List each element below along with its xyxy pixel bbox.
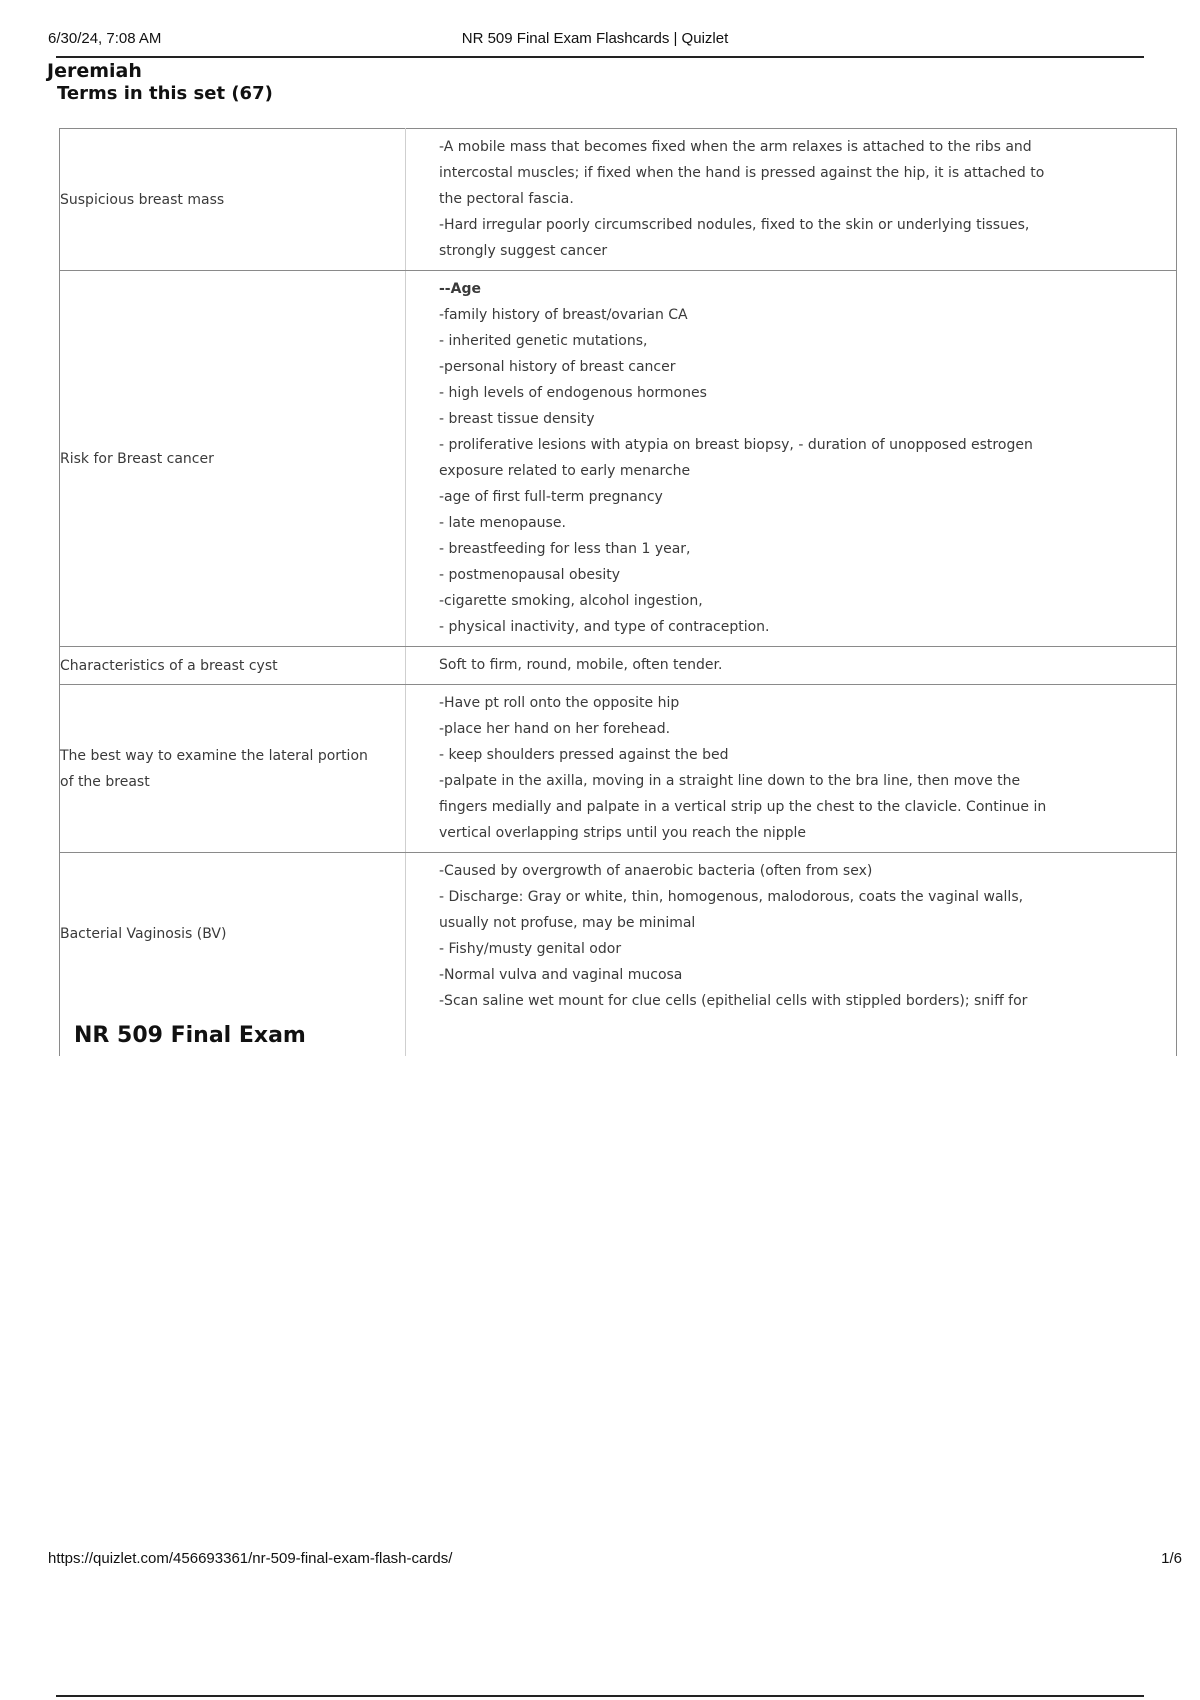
definition-cell <box>406 685 1177 853</box>
definition-line: intercostal muscles; if fixed when the hand is pressed against the hip, it is attached to <box>439 165 1045 181</box>
definition-line: - physical inactivity, and type of contraception. <box>439 619 770 635</box>
terms-table <box>59 128 1177 1056</box>
definition-cell <box>406 853 1177 1015</box>
term-text: Bacterial Vaginosis (BV) <box>60 925 227 942</box>
definition-line: - proliferative lesions with atypia on breast biopsy, - duration of unopposed estrogen <box>439 437 1033 453</box>
definition-line: -Caused by overgrowth of anaerobic bacteria (often from sex) <box>439 863 873 879</box>
definition-line: - postmenopausal obesity <box>439 567 621 583</box>
definition-line: -personal history of breast cancer <box>439 359 676 375</box>
definition-cell <box>406 271 1177 647</box>
definition-line: fingers medially and palpate in a vertical strip up the chest to the clavicle. Continue in <box>439 799 1047 815</box>
definition-line: -cigarette smoking, alcohol ingestion, <box>439 593 703 609</box>
term-text: Risk for Breast cancer <box>60 450 214 467</box>
term-text: Suspicious breast mass <box>60 191 225 208</box>
print-document-title: NR 509 Final Exam Flashcards | Quizlet <box>461 30 729 47</box>
definition-line: - high levels of endogenous hormones <box>439 385 707 401</box>
term-cell <box>60 685 406 853</box>
table-row <box>60 271 1177 647</box>
term-cell <box>60 647 406 685</box>
set-title: NR 509 Final Exam <box>74 1023 312 1048</box>
definition-line: exposure related to early menarche <box>439 463 691 479</box>
print-header <box>48 30 1142 52</box>
author-name[interactable]: Jeremiah <box>47 60 142 82</box>
definition-line: -Hard irregular poorly circumscribed nodules, fixed to the skin or underlying tissues, <box>439 217 1030 233</box>
print-url[interactable]: https://quizlet.com/456693361/nr-509-final-exam-flash-cards/ <box>48 1550 453 1567</box>
definition-line: - keep shoulders pressed against the bed <box>439 747 729 763</box>
definition-line: -age of first full-term pregnancy <box>439 489 663 505</box>
definition-line: - late menopause. <box>439 515 566 531</box>
definition-line: - inherited genetic mutations, <box>439 333 648 349</box>
definition-line: usually not profuse, may be minimal <box>439 915 696 931</box>
definition-line: -family history of breast/ovarian CA <box>439 307 688 323</box>
header-divider <box>56 56 1144 58</box>
table-row <box>60 685 1177 853</box>
definition-line: - Fishy/musty genital odor <box>439 941 622 957</box>
term-cell <box>60 129 406 271</box>
definition-cell <box>406 647 1177 685</box>
definition-line: Soft to firm, round, mobile, often tender. <box>439 657 723 673</box>
definition-line: - breast tissue density <box>439 411 595 427</box>
term-text-line: of the breast <box>60 773 150 790</box>
table-row <box>60 853 1177 1015</box>
definition-cell <box>406 129 1177 271</box>
definition-line: vertical overlapping strips until you reach the nipple <box>439 825 807 841</box>
definition-cell-continuation <box>406 1014 1177 1056</box>
print-date: 6/30/24, 7:08 AM <box>48 30 162 47</box>
term-cell <box>60 271 406 647</box>
definition-line: -place her hand on her forehead. <box>439 721 671 737</box>
definition-line: -Scan saline wet mount for clue cells (epithelial cells with stippled borders); sniff for <box>439 993 1028 1009</box>
definition-line: -Have pt roll onto the opposite hip <box>439 695 680 711</box>
table-row <box>60 647 1177 685</box>
definition-line: - breastfeeding for less than 1 year, <box>439 541 691 557</box>
definition-line: the pectoral fascia. <box>439 191 574 207</box>
definition-line: strongly suggest cancer <box>439 243 608 259</box>
definition-line: -palpate in the axilla, moving in a straight line down to the bra line, then move the <box>439 773 1021 789</box>
definition-line: -Normal vulva and vaginal mucosa <box>439 967 683 983</box>
term-cell <box>60 853 406 1015</box>
footer-divider <box>56 1695 1144 1697</box>
term-text-line: The best way to examine the lateral portion <box>60 747 368 764</box>
definition-line: --Age <box>439 281 481 297</box>
definition-line: - Discharge: Gray or white, thin, homogenous, malodorous, coats the vaginal walls, <box>439 889 1024 905</box>
term-text: Characteristics of a breast cyst <box>60 657 278 674</box>
table-row <box>60 129 1177 271</box>
definition-line: -A mobile mass that becomes fixed when the arm relaxes is attached to the ribs and <box>439 139 1032 155</box>
terms-heading: Terms in this set (67) <box>57 83 273 104</box>
page-number: 1/6 <box>1161 1550 1182 1567</box>
